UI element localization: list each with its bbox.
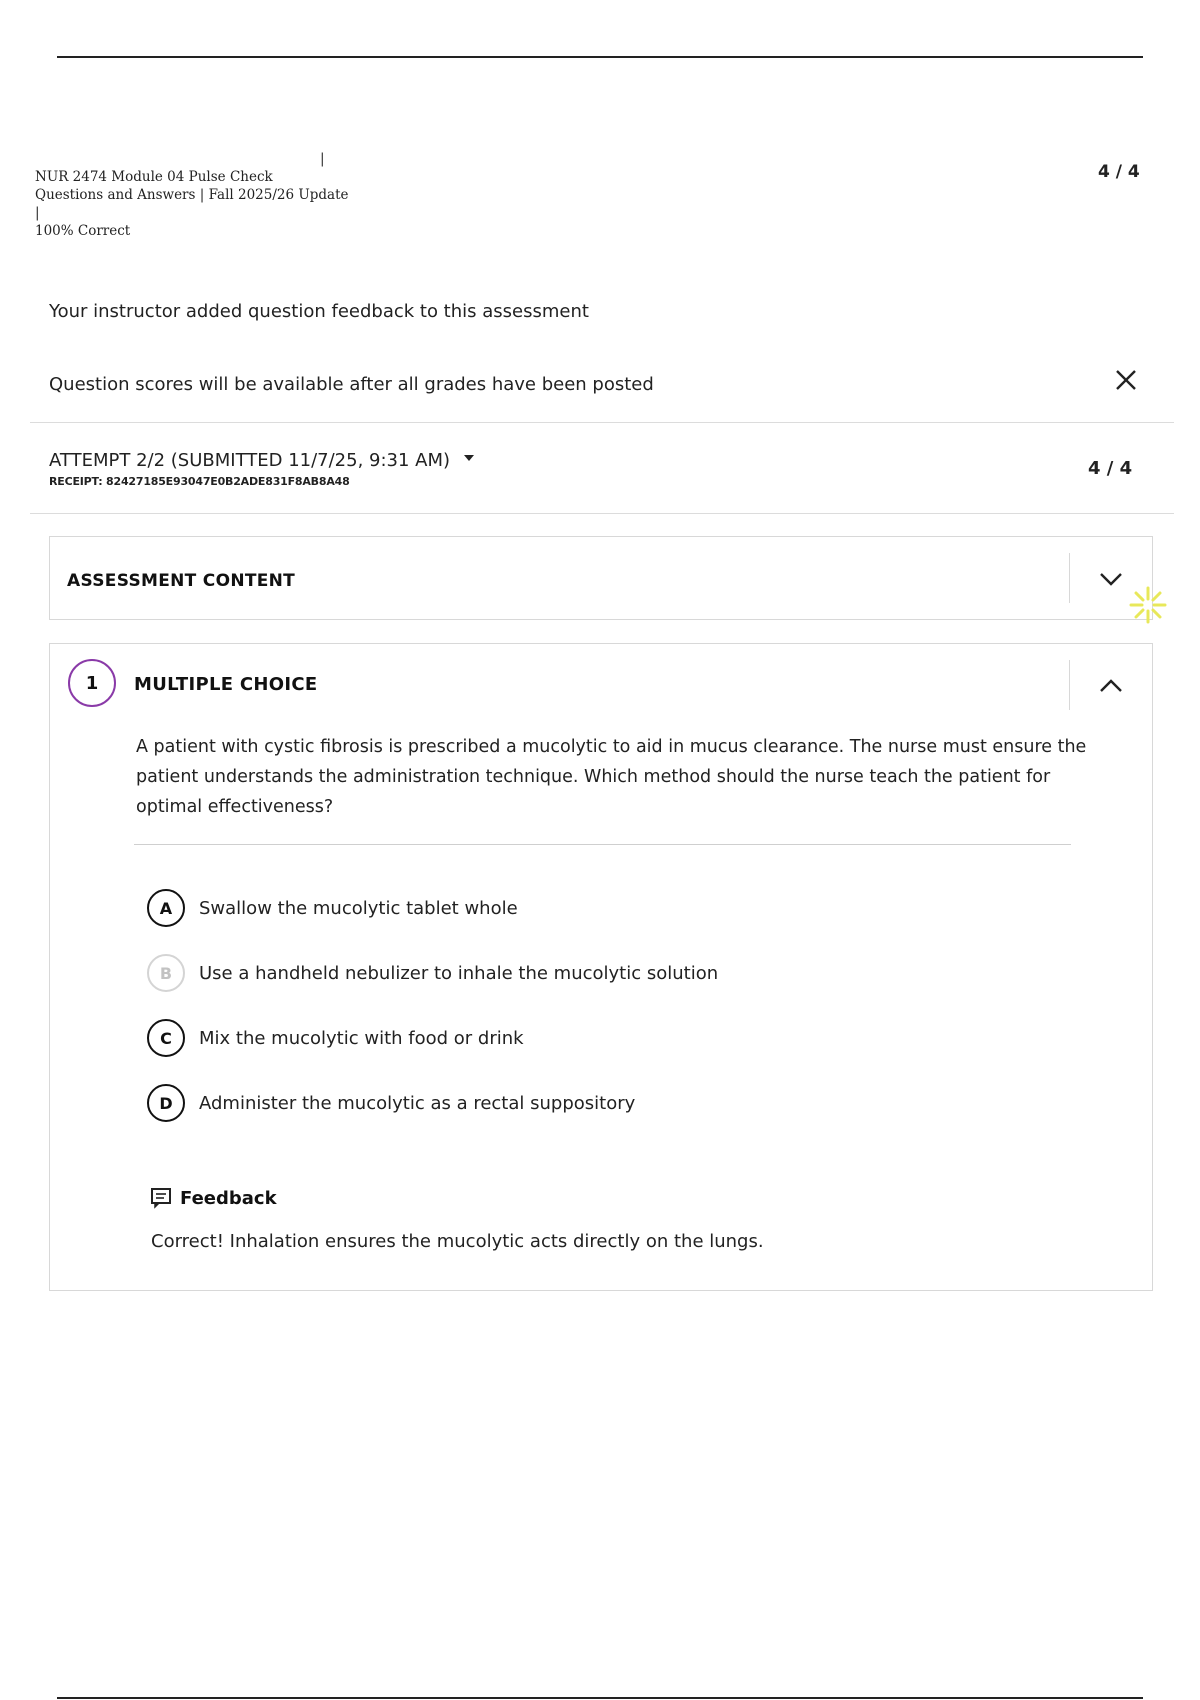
expand-assessment-button[interactable] <box>1095 563 1127 595</box>
chevron-down-icon <box>1095 563 1127 595</box>
option-text: Swallow the mucolytic tablet whole <box>199 897 518 919</box>
panel-separator <box>1069 660 1070 710</box>
close-button[interactable] <box>1112 366 1140 394</box>
assessment-content-panel <box>49 536 1153 620</box>
answer-option-d[interactable] <box>147 1084 635 1122</box>
question-number: 1 <box>68 659 116 707</box>
chevron-up-icon <box>1095 670 1127 702</box>
answer-option-a[interactable] <box>147 889 518 927</box>
document-title <box>35 150 355 258</box>
option-text: Administer the mucolytic as a rectal suppository <box>199 1092 636 1114</box>
panel-separator <box>1069 553 1070 603</box>
option-letter: B <box>147 954 185 992</box>
divider <box>30 513 1174 514</box>
feedback-icon <box>150 1187 172 1209</box>
sparkle-icon <box>1128 585 1168 625</box>
caret-down-icon <box>464 455 474 461</box>
answer-option-c[interactable] <box>147 1019 524 1057</box>
top-rule <box>57 56 1143 58</box>
title-separator: | <box>320 151 325 167</box>
attempt-selector[interactable] <box>49 450 474 471</box>
feedback-text: Correct! Inhalation ensures the mucolytic acts directly on the lungs. <box>151 1231 764 1252</box>
divider <box>30 422 1174 423</box>
question-divider <box>134 844 1071 845</box>
attempt-score: 4 / 4 <box>1088 458 1133 479</box>
document-score: 4 / 4 <box>1098 162 1140 182</box>
question-type: MULTIPLE CHOICE <box>134 674 318 695</box>
option-text: Use a handheld nebulizer to inhale the mucolytic solution <box>199 962 719 984</box>
question-panel <box>49 643 1153 1291</box>
option-text: Mix the mucolytic with food or drink <box>199 1027 524 1049</box>
option-letter: C <box>147 1019 185 1057</box>
assessment-content-heading: ASSESSMENT CONTENT <box>67 571 296 591</box>
close-icon <box>1112 366 1140 394</box>
option-letter: D <box>147 1084 185 1122</box>
option-letter: A <box>147 889 185 927</box>
feedback-heading-text: Feedback <box>180 1187 277 1209</box>
attempt-label: ATTEMPT 2/2 (SUBMITTED 11/7/25, 9:31 AM) <box>49 450 451 471</box>
scores-notice: Question scores will be available after all grades have been posted <box>49 374 654 395</box>
answer-option-b[interactable] <box>147 954 718 992</box>
feedback-notice: Your instructor added question feedback to this assessment <box>49 301 589 322</box>
bottom-rule <box>57 1697 1143 1699</box>
collapse-question-button[interactable] <box>1095 670 1127 702</box>
feedback-heading <box>150 1187 277 1209</box>
question-text: A patient with cystic fibrosis is prescribed a mucolytic to aid in mucus clearance. The nurse must ensure the patient understands the administration technique. Which method should the nurse teach the patient for optimal effectiveness? <box>136 737 1087 817</box>
document-title-text: NUR 2474 Module 04 Pulse Check Questions and Answers | Fall 2025/26 Update | 100% Correct <box>35 169 349 239</box>
receipt: RECEIPT: 82427185E93047E0B2ADE831F8AB8A48 <box>49 475 350 488</box>
